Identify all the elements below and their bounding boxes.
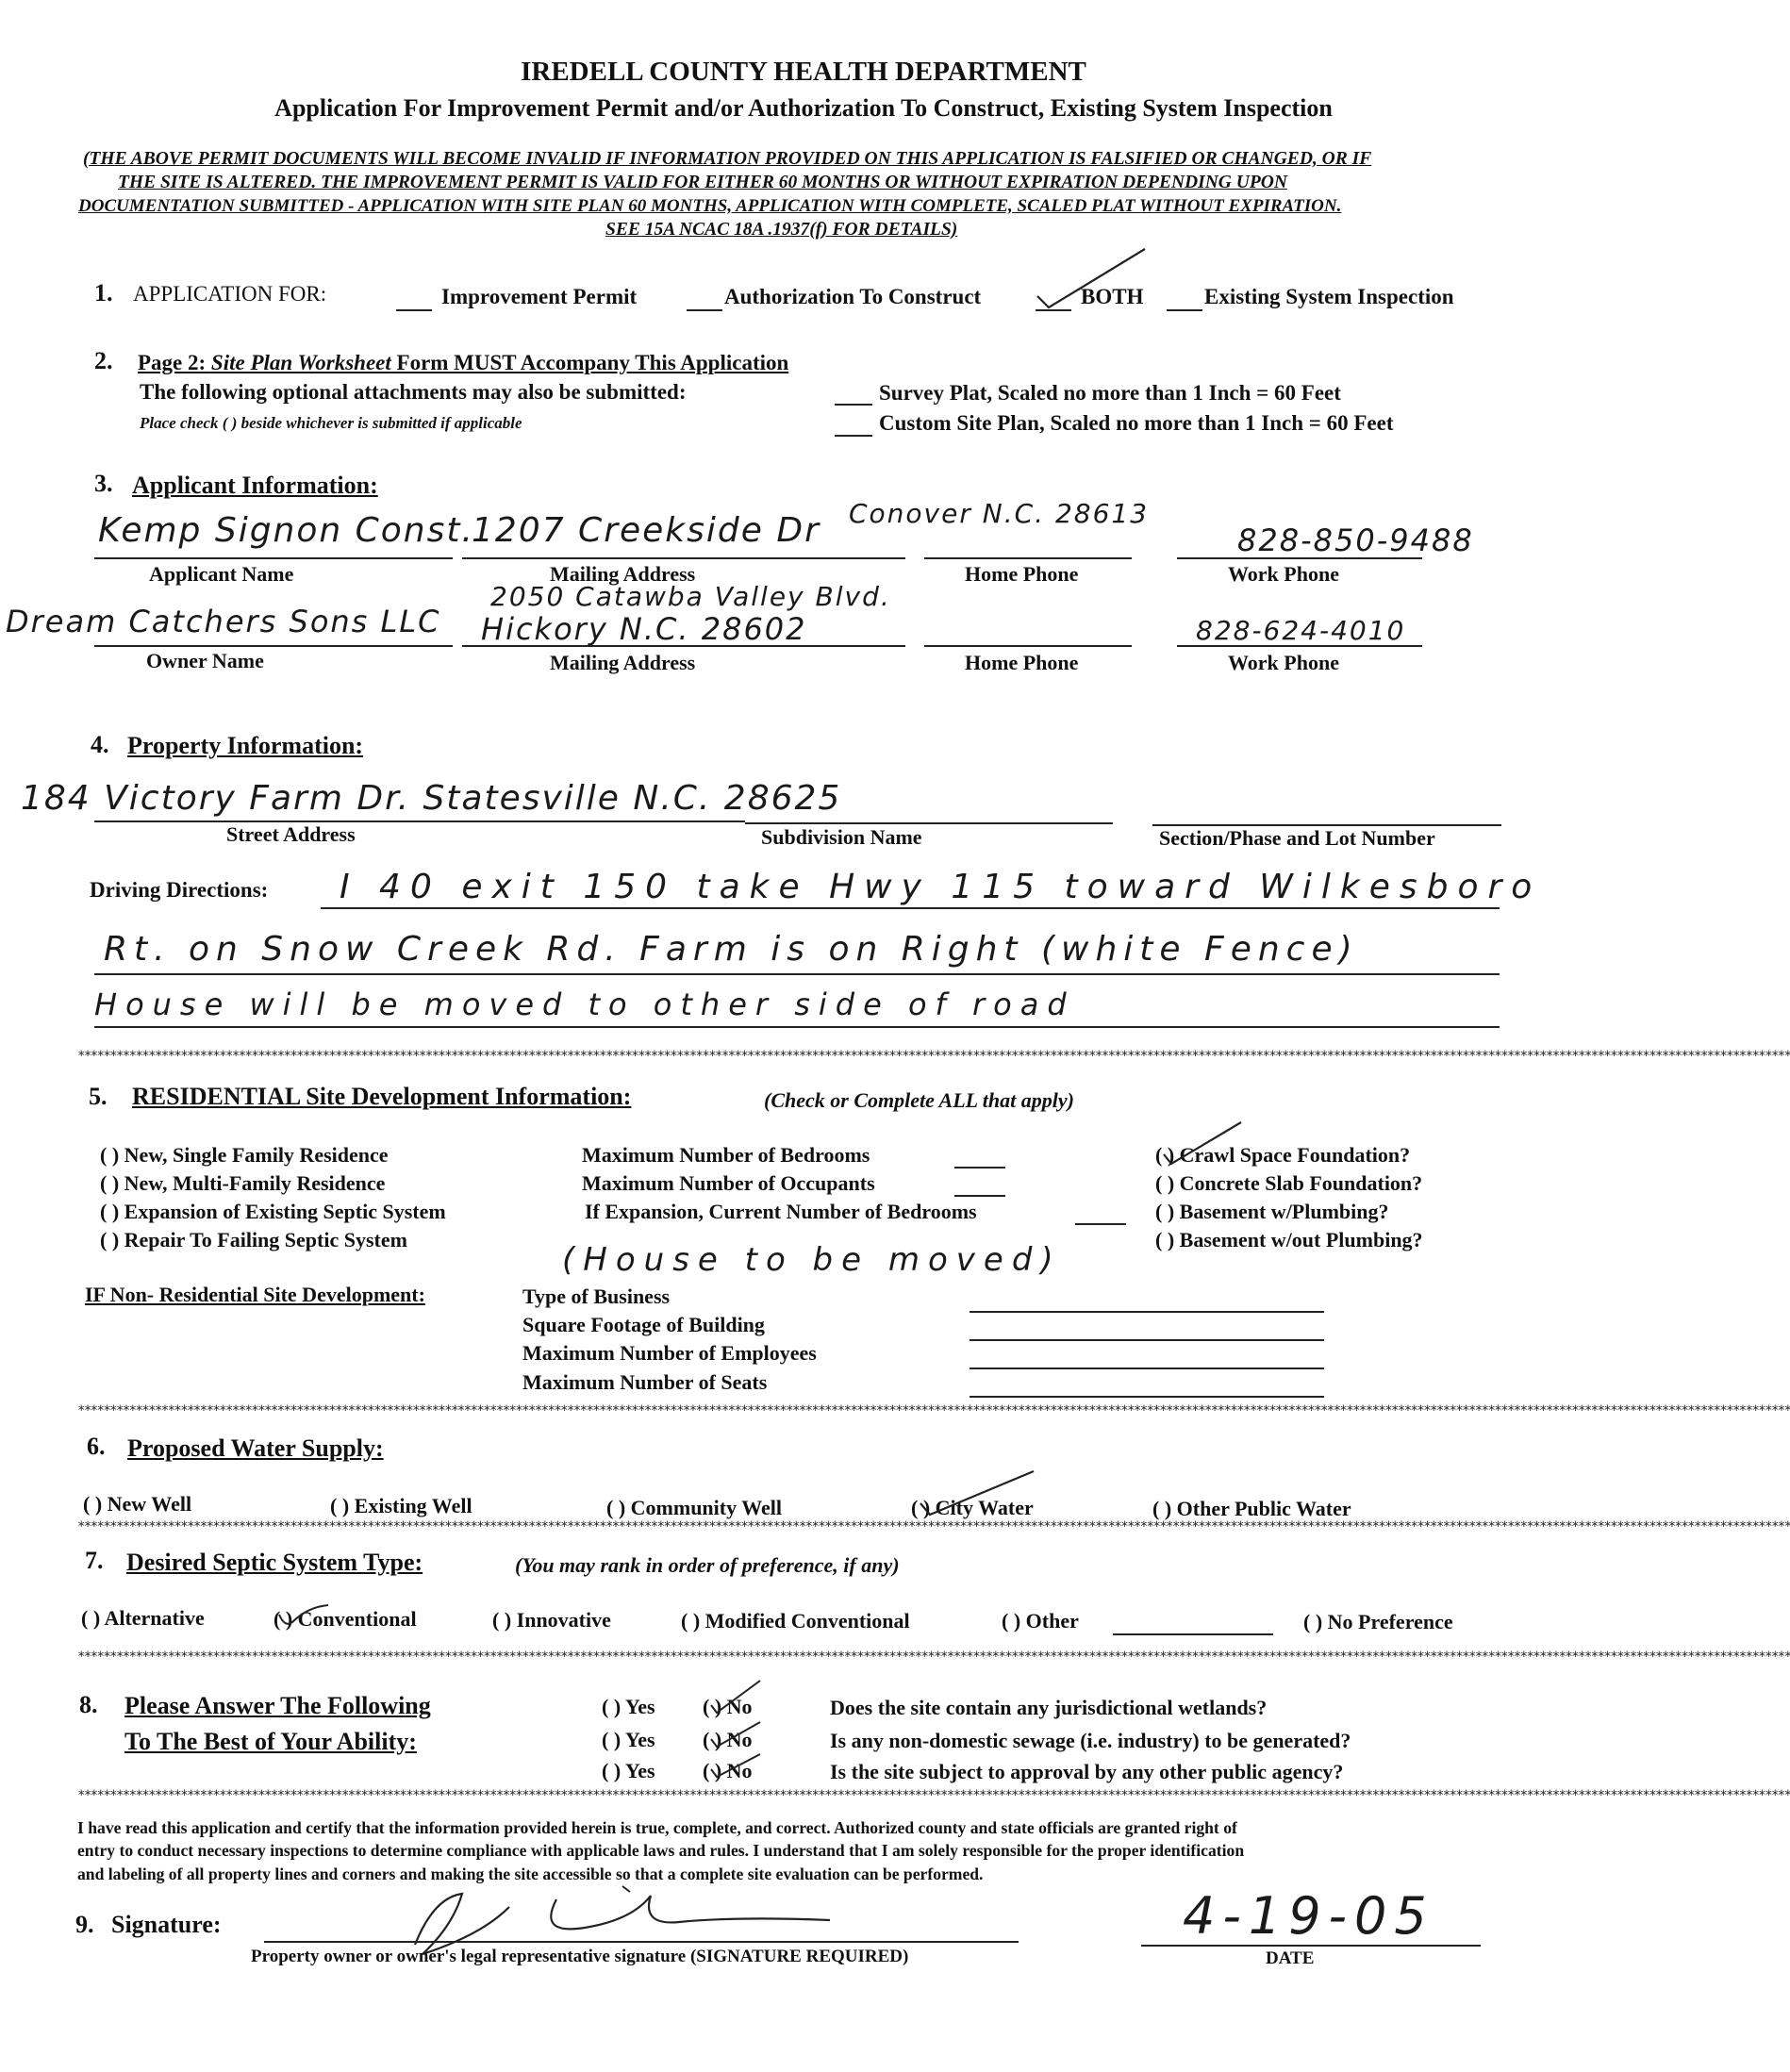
street-address-line — [94, 821, 745, 822]
checkmark-icon — [1160, 1119, 1245, 1168]
notice-line: SEE 15A NCAC 18A .1937(f) FOR DETAILS) — [605, 220, 958, 240]
divider: ************************************************************************************************************************************************************************************************************************************************************************** — [77, 1403, 1790, 1418]
owner-name-line — [94, 645, 453, 647]
notice-line: (THE ABOVE PERMIT DOCUMENTS WILL BECOME INVALID IF INFORMATION PROVIDED ON THIS APPLICATION IS FALSIFIED OR CHANGED, OR IF — [83, 149, 1372, 169]
authorization-blank[interactable] — [687, 309, 722, 311]
owner-name-label: Owner Name — [146, 649, 264, 672]
q3-text: Is the site subject to approval by any other public agency? — [830, 1760, 1344, 1783]
basement-no-plumbing-option[interactable]: ( ) Basement w/out Plumbing? — [1155, 1228, 1423, 1251]
divider: ************************************************************************************************************************************************************************************************************************************************************************** — [77, 1649, 1790, 1665]
section-number: 7. — [85, 1547, 104, 1574]
survey-plat-option: Survey Plat, Scaled no more than 1 Inch = 60 Feet — [879, 381, 1341, 405]
section-number: 9. — [75, 1911, 94, 1938]
checkmark-icon — [707, 1677, 764, 1718]
notice-line: DOCUMENTATION SUBMITTED - APPLICATION WITH SITE PLAN 60 MONTHS, APPLICATION WITH COMPLETE, SCALED PLAT WITHOUT EXPIRATION. — [78, 196, 1342, 216]
owner-home-phone-label: Home Phone — [965, 651, 1079, 674]
applicant-name-value[interactable]: Kemp Signon Const. — [98, 511, 474, 550]
checkmark-icon — [917, 1467, 1039, 1520]
applicant-name-line — [94, 557, 453, 559]
custom-site-plan-blank[interactable] — [835, 435, 872, 437]
notice-line: THE SITE IS ALTERED. THE IMPROVEMENT PERMIT IS VALID FOR EITHER 60 MONTHS OR WITHOUT EXPIRATION DEPENDING UPON — [118, 173, 1287, 192]
q1-text: Does the site contain any jurisdictional wetlands? — [830, 1696, 1268, 1719]
custom-site-plan-option: Custom Site Plan, Scaled no more than 1 Inch = 60 Feet — [879, 411, 1394, 435]
water-community-well[interactable]: ( ) Community Well — [606, 1496, 782, 1519]
septic-alternative[interactable]: ( ) Alternative — [81, 1606, 205, 1630]
section-lot-label: Section/Phase and Lot Number — [1159, 826, 1435, 850]
owner-home-phone-line — [924, 645, 1132, 647]
max-employees-blank[interactable] — [970, 1368, 1324, 1369]
q3-no[interactable]: ( ) No — [703, 1759, 753, 1782]
heading-prefix: Page 2: — [138, 351, 211, 374]
checkmark-icon — [707, 1718, 764, 1752]
type-of-business-blank[interactable] — [970, 1311, 1324, 1313]
max-bedrooms-label: Maximum Number of Bedrooms — [582, 1143, 870, 1167]
applicant-city-value[interactable]: Conover N.C. 28613 — [849, 498, 1150, 529]
divider: ************************************************************************************************************************************************************************************************************************************************************************** — [77, 1049, 1790, 1064]
septic-other-blank[interactable] — [1113, 1633, 1273, 1635]
directions-line-2 — [94, 973, 1500, 975]
septic-type-note: (You may rank in order of preference, if any) — [515, 1553, 900, 1577]
section-number: 8. — [79, 1691, 98, 1718]
date-value[interactable]: 4-19-05 — [1183, 1886, 1434, 1946]
application-for-label: APPLICATION FOR: — [133, 282, 327, 306]
septic-no-preference[interactable]: ( ) No Preference — [1303, 1610, 1453, 1633]
checkmark-icon — [275, 1601, 332, 1632]
option-both: BOTH — [1081, 285, 1144, 308]
q2-text: Is any non-domestic sewage (i.e. industry) to be generated? — [830, 1729, 1351, 1752]
section-number: 5. — [89, 1083, 108, 1110]
owner-name-value[interactable]: Dream Catchers Sons LLC — [6, 604, 441, 639]
heading-suffix: Form MUST Accompany This Application — [390, 351, 789, 374]
house-moved-note: (House to be moved) — [562, 1241, 1062, 1279]
mailing-address-label: Mailing Address — [550, 562, 696, 586]
owner-work-phone-value[interactable]: 828-624-4010 — [1196, 615, 1406, 646]
q2-yes[interactable]: ( ) Yes — [602, 1728, 655, 1751]
owner-mailing-address-label: Mailing Address — [550, 651, 696, 674]
septic-type-heading: Desired Septic System Type: — [126, 1549, 423, 1576]
questions-heading-1: Please Answer The Following — [124, 1692, 431, 1719]
residential-heading: RESIDENTIAL Site Development Information: — [132, 1083, 632, 1110]
option-expansion-septic[interactable]: ( ) Expansion of Existing Septic System — [100, 1200, 446, 1223]
divider: ************************************************************************************************************************************************************************************************************************************************************************** — [77, 1519, 1790, 1534]
option-authorization: Authorization To Construct — [724, 285, 982, 308]
place-check-note: Place check ( ) beside whichever is submitted if applicable — [140, 414, 522, 432]
form-subtitle: Application For Improvement Permit and/or Authorization To Construct, Existing System Inspection — [274, 94, 1333, 122]
survey-plat-blank[interactable] — [835, 404, 872, 406]
residential-note: (Check or Complete ALL that apply) — [764, 1088, 1074, 1112]
directions-line-3 — [94, 1026, 1500, 1028]
max-bedrooms-blank[interactable] — [954, 1167, 1005, 1169]
home-phone-label: Home Phone — [965, 562, 1079, 586]
section-number: 3. — [94, 470, 113, 497]
heading-italic: Site Plan Worksheet — [210, 351, 391, 374]
property-information-heading: Property Information: — [127, 732, 364, 759]
septic-other[interactable]: ( ) Other — [1002, 1609, 1079, 1633]
applicant-work-phone-value[interactable]: 828-850-9488 — [1237, 522, 1474, 558]
section-number: 4. — [91, 731, 109, 758]
section-number: 1. — [94, 279, 113, 307]
square-footage-label: Square Footage of Building — [522, 1313, 765, 1336]
q2-no[interactable]: ( ) No — [703, 1728, 753, 1751]
applicant-name-label: Applicant Name — [149, 562, 294, 586]
water-supply-heading: Proposed Water Supply: — [127, 1434, 384, 1462]
water-new-well[interactable]: ( ) New Well — [83, 1492, 192, 1516]
section-number: 2. — [94, 347, 113, 374]
septic-conventional[interactable]: ( ) Conventional — [273, 1607, 417, 1631]
type-of-business-label: Type of Business — [522, 1285, 671, 1308]
septic-modified-conventional[interactable]: ( ) Modified Conventional — [681, 1609, 910, 1633]
crawl-space-option[interactable]: ( ) Crawl Space Foundation? — [1155, 1143, 1411, 1167]
directions-value-1[interactable]: I 40 exit 150 take Hwy 115 toward Wilkesboro — [340, 868, 1542, 906]
directions-value-2[interactable]: Rt. on Snow Creek Rd. Farm is on Right (white Fence) — [104, 930, 1359, 969]
subdivision-line — [745, 822, 1113, 824]
existing-system-blank[interactable] — [1167, 309, 1202, 311]
owner-work-phone-label: Work Phone — [1228, 651, 1339, 674]
current-bedrooms-label: If Expansion, Current Number of Bedrooms — [585, 1200, 977, 1223]
max-seats-label: Maximum Number of Seats — [522, 1370, 768, 1394]
subdivision-label: Subdivision Name — [761, 825, 922, 849]
certification-line: I have read this application and certify that the information provided herein is true, complete, and correct. Authorized county and state officials are granted right of — [77, 1818, 1237, 1837]
max-occupants-blank[interactable] — [954, 1195, 1005, 1197]
form-title: IREDELL COUNTY HEALTH DEPARTMENT — [521, 57, 1086, 87]
owner-address-line2-value[interactable]: Hickory N.C. 28602 — [481, 611, 807, 647]
checkmark-icon — [707, 1750, 764, 1782]
date-label: DATE — [1266, 1948, 1315, 1968]
owner-address-line1-value[interactable]: 2050 Catawba Valley Blvd. — [490, 581, 891, 612]
applicant-home-phone-line — [924, 557, 1132, 559]
applicant-information-heading: Applicant Information: — [132, 472, 378, 499]
applicant-address-line — [462, 557, 905, 559]
directions-value-3[interactable]: House will be moved to other side of road — [94, 986, 1075, 1022]
q1-no[interactable]: ( ) No — [703, 1695, 753, 1718]
water-city-water[interactable]: ( ) City Water — [911, 1496, 1034, 1519]
option-new-multi-family[interactable]: ( ) New, Multi-Family Residence — [100, 1171, 386, 1195]
directions-line-1 — [321, 907, 1500, 909]
street-address-label: Street Address — [226, 822, 356, 846]
option-new-single-family[interactable]: ( ) New, Single Family Residence — [100, 1143, 389, 1167]
q1-yes[interactable]: ( ) Yes — [602, 1695, 655, 1718]
signature-label: Signature: — [111, 1911, 222, 1938]
max-employees-label: Maximum Number of Employees — [522, 1341, 817, 1365]
section-number: 6. — [87, 1433, 106, 1460]
max-seats-blank[interactable] — [970, 1396, 1324, 1398]
q3-yes[interactable]: ( ) Yes — [602, 1759, 655, 1782]
basement-plumbing-option[interactable]: ( ) Basement w/Plumbing? — [1155, 1200, 1389, 1223]
concrete-slab-option[interactable]: ( ) Concrete Slab Foundation? — [1155, 1171, 1423, 1195]
non-residential-label: IF Non- Residential Site Development: — [85, 1283, 425, 1306]
current-bedrooms-blank[interactable] — [1075, 1223, 1126, 1225]
driving-directions-label: Driving Directions: — [90, 878, 269, 902]
option-improvement-permit: Improvement Permit — [441, 285, 638, 308]
option-existing-system-inspection: Existing System Inspection — [1204, 285, 1454, 308]
certification-line: and labeling of all property lines and corners and making the site accessible so that a complete site evaluation can be performed. — [77, 1865, 984, 1883]
max-occupants-label: Maximum Number of Occupants — [582, 1171, 875, 1195]
improvement-permit-blank[interactable] — [396, 309, 432, 311]
option-repair-septic[interactable]: ( ) Repair To Failing Septic System — [100, 1228, 407, 1251]
work-phone-label: Work Phone — [1228, 562, 1339, 586]
septic-innovative[interactable]: ( ) Innovative — [492, 1608, 611, 1632]
site-plan-requirement — [138, 351, 788, 375]
questions-heading-2: To The Best of Your Ability: — [124, 1728, 417, 1755]
water-other-public[interactable]: ( ) Other Public Water — [1152, 1497, 1351, 1520]
applicant-address-value[interactable]: 1207 Creekside Dr — [472, 511, 820, 550]
street-address-value[interactable]: 184 Victory Farm Dr. Statesville N.C. 28625 — [21, 779, 842, 818]
square-footage-blank[interactable] — [970, 1339, 1324, 1341]
water-existing-well[interactable]: ( ) Existing Well — [330, 1494, 472, 1517]
certification-line: entry to conduct necessary inspections to determine compliance with applicable laws and rules. I understand that I am solely responsible for the proper identification — [77, 1841, 1245, 1860]
divider: ************************************************************************************************************************************************************************************************************************************************************************** — [77, 1788, 1790, 1803]
optional-attachments-text: The following optional attachments may also be submitted: — [140, 380, 687, 404]
signature-caption: Property owner or owner's legal representative signature (SIGNATURE REQUIRED) — [251, 1947, 909, 1966]
